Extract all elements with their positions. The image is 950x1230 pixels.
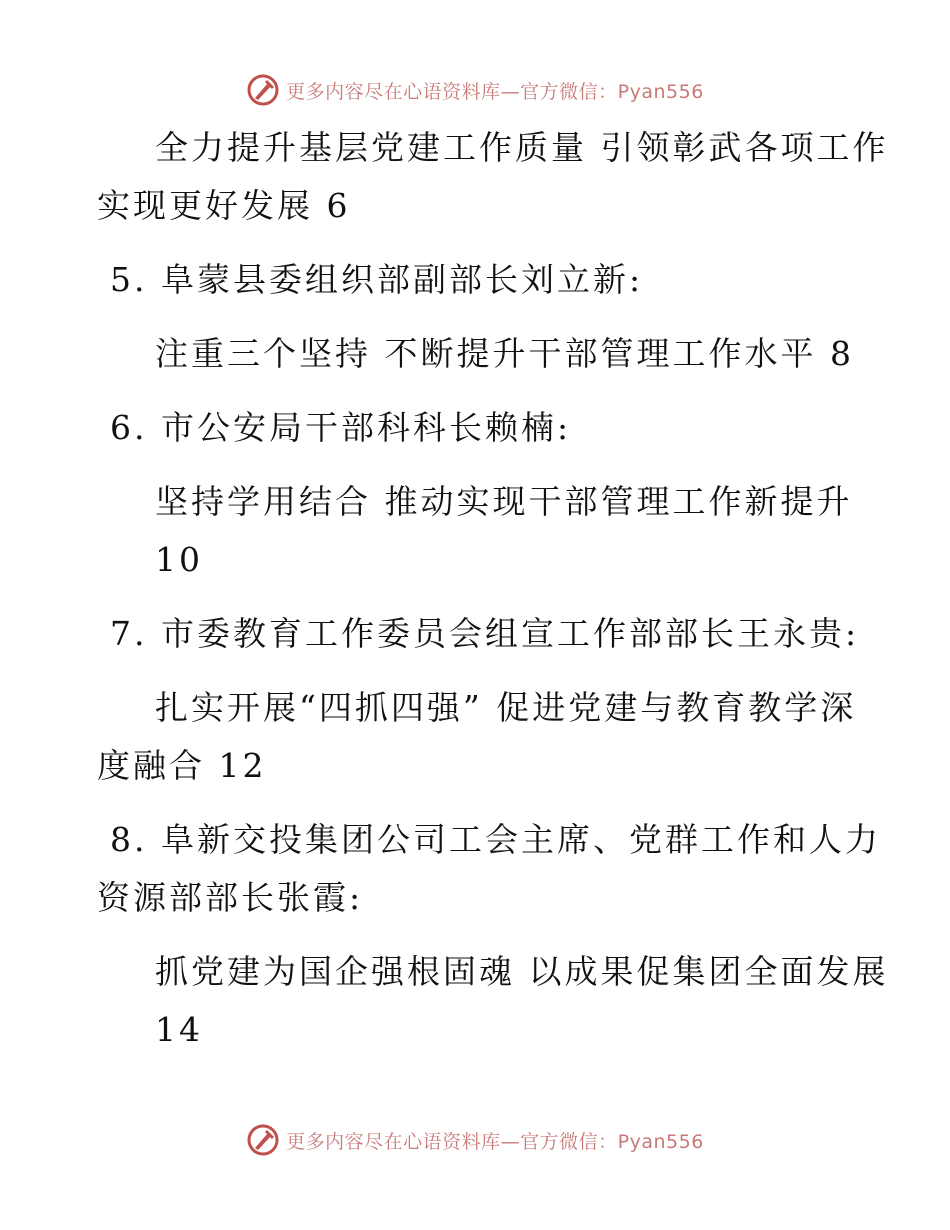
- header-banner: [0, 70, 950, 110]
- toc-line: 坚持学用结合 推动实现干部管理工作新提升: [155, 482, 853, 521]
- toc-page-number: 14: [155, 1010, 203, 1049]
- toc-entry-number: 8. 阜新交投集团公司工会主席、党群工作和人力: [110, 820, 881, 859]
- toc-page-number: 10: [155, 540, 203, 579]
- toc-line: 全力提升基层党建工作质量 引领彰武各项工作: [155, 128, 889, 167]
- pen-nib-logo-icon: [246, 1123, 280, 1157]
- toc-line: 度融合 12: [97, 746, 267, 785]
- toc-entry-number: 6. 市公安局干部科科长赖楠:: [110, 408, 572, 447]
- toc-line: 注重三个坚持 不断提升干部管理工作水平 8: [155, 334, 854, 373]
- pen-nib-logo-icon: [246, 73, 280, 107]
- footer-banner: [0, 1120, 950, 1160]
- toc-line: 抓党建为国企强根固魂 以成果促集团全面发展: [155, 952, 889, 991]
- toc-line: 实现更好发展 6: [97, 186, 351, 225]
- header-banner-text: 更多内容尽在心语资料库—官方微信：Pyan556: [286, 80, 704, 103]
- toc-entry-number: 7. 市委教育工作委员会组宣工作部部长王永贵:: [110, 614, 860, 653]
- toc-line: 资源部部长张霞:: [97, 878, 364, 917]
- footer-banner-text: 更多内容尽在心语资料库—官方微信：Pyan556: [286, 1130, 704, 1153]
- toc-line: 扎实开展“四抓四强” 促进党建与教育教学深: [155, 688, 857, 727]
- toc-entry-number: 5. 阜蒙县委组织部副部长刘立新:: [110, 260, 644, 299]
